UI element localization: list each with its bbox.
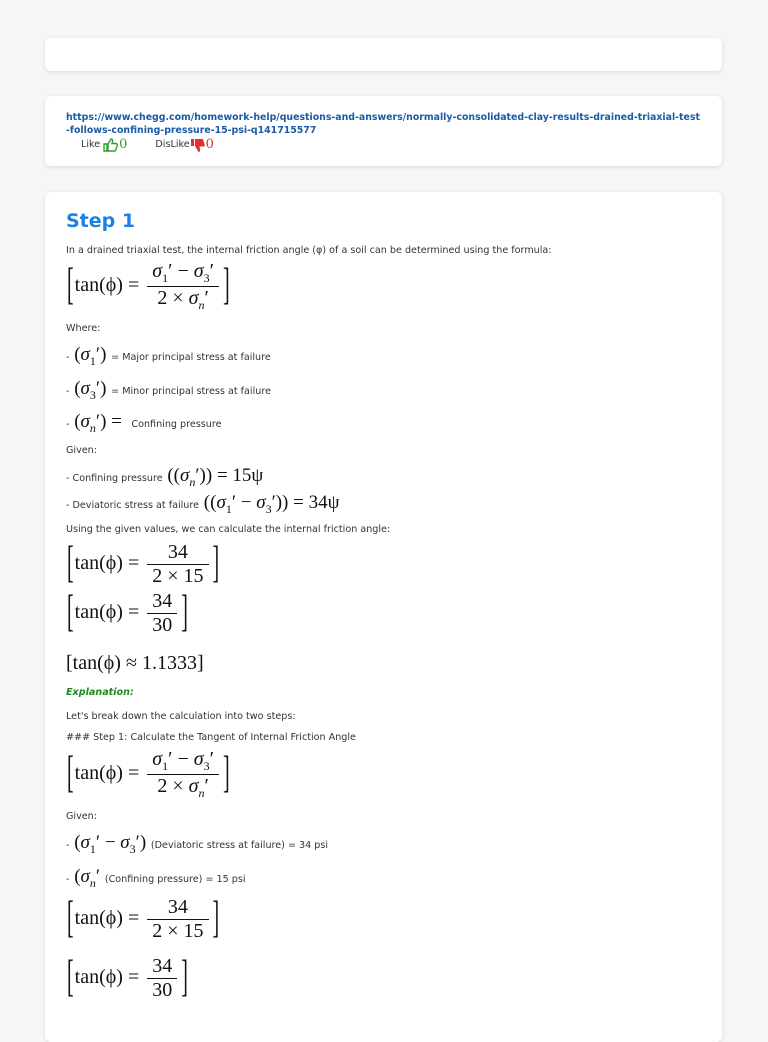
substep-heading: ### Step 1: Calculate the Tangent of Internal Friction Angle [66,732,356,743]
like-label: Like [81,139,101,150]
given-label-2: Given: [66,811,97,822]
thumbs-down-icon[interactable] [190,138,205,152]
using-text: Using the given values, we can calculate the internal friction angle: [66,524,391,535]
breakdown-text: Let's break down the calculation into two steps: [66,711,296,722]
formula-sub3: [tan(ϕ) = $\frac{34}{2 \times 15}$ ] [67,894,220,943]
given-label: Given: [66,445,97,456]
answer-card [45,192,722,1042]
link-card [45,96,722,166]
def-sigman: - $(\sigma_n')$ = Confining pressure [66,411,222,435]
def-sigma1: - $(\sigma_1')$ = Major principal stress at failure [66,344,271,368]
explanation-heading: Explanation: [66,687,134,698]
given-confining: - Confining pressure $((\sigma_n')) = 15\psi$ [66,465,264,489]
like-count: 0 [119,137,128,152]
dislike-count: 0 [205,137,214,152]
given-b2: - ($\sigma_n'$ (Confining pressure) = 15 psi [66,866,246,890]
given-b1: - $(\sigma_1' - \sigma_3')$ (Deviatoric stress at failure) = 34 psi [66,832,329,856]
where-label: Where: [66,323,101,334]
formula-main-2: [tan(ϕ) = $\frac{\sigma_1' - \sigma_3'}{2 \times \sigma_n'}$ ] [67,748,230,800]
formula-sub2: [tan(ϕ) = $\frac{34}{30}$ ] [67,588,188,637]
top-card [45,38,722,71]
thumbs-up-icon[interactable] [103,138,118,152]
formula-main: [tan(ϕ) = $\frac{\sigma_1' - \sigma_3'}{2 \times \sigma_n'}$ ] [67,260,230,312]
def-sigma3: - $(\sigma_3')$ = Minor principal stress at failure [66,378,271,402]
step-title: Step 1 [66,210,136,232]
dislike-label: DisLike [155,139,190,150]
given-deviatoric: - Deviatoric stress at failure $((\sigma_1' - \sigma_3')) = 34\psi$ [66,492,340,516]
formula-sub4: [tan(ϕ) = $\frac{34}{30}$ ] [67,953,188,1002]
vote-bar [81,137,214,152]
source-link[interactable]: https://www.chegg.com/homework-help/questions-and-answers/normally-consolidated-clay-results-drained-triaxial-test-follows-confining-pressure-15-psi-q141715577 [66,112,700,136]
intro-text: In a drained triaxial test, the internal friction angle (φ) of a soil can be determined using the formula: [66,245,552,256]
formula-sub1: [tan(ϕ) = $\frac{34}{2 \times 15}$ ] [67,539,220,588]
formula-approx: [tan(ϕ) ≈ 1.1333] [66,652,204,674]
